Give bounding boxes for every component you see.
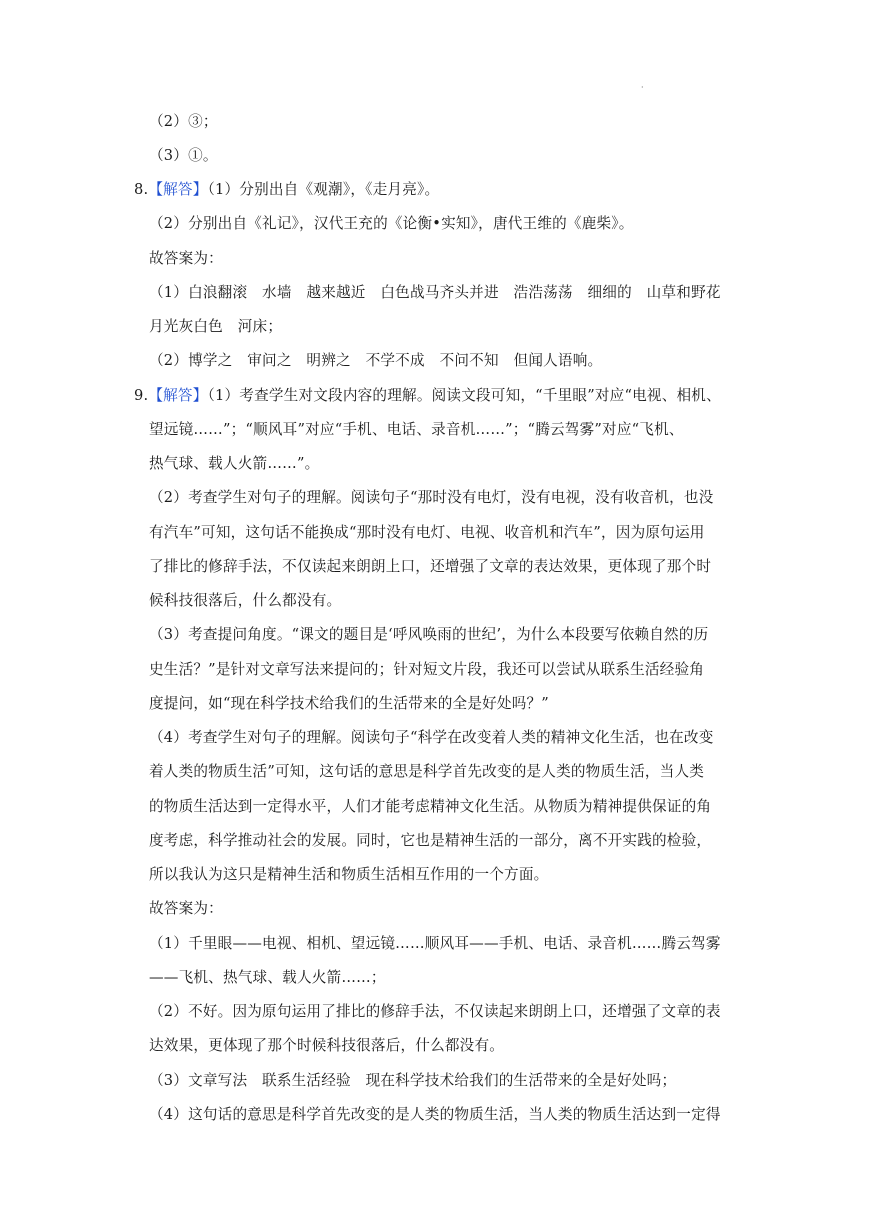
text-line: 热气球、载人火箭……”。 bbox=[149, 455, 320, 472]
answer-tag: 【解答】 bbox=[148, 181, 208, 198]
text-line: （1）千里眼——电视、相机、望远镜……顺风耳——手机、电话、录音机……腾云驾雾 bbox=[149, 935, 721, 952]
text-line: （2）不好。因为原句运用了排比的修辞手法，不仅读起来朗朗上口，还增强了文章的表 bbox=[149, 1003, 721, 1020]
text-line: （4）考查学生对句子的理解。阅读句子“科学在改变着人类的精神文化生活，也在改变 bbox=[149, 729, 714, 746]
answer-tag: 【解答】 bbox=[148, 387, 208, 404]
text-line: 了排比的修辞手法，不仅读起来朗朗上口，还增强了文章的表达效果，更体现了那个时 bbox=[149, 558, 712, 575]
text-line: （3）考查提问角度。“课文的题目是‘呼风唤雨的世纪’，为什么本段要写依赖自然的历 bbox=[149, 626, 709, 643]
text-line: （2）③； bbox=[149, 113, 218, 130]
text-line: （2）考查学生对句子的理解。阅读句子“那时没有电灯，没有电视，没有收音机，也没 bbox=[149, 489, 714, 506]
text-line: （4）这句话的意思是科学首先改变的是人类的物质生活，当人类的物质生活达到一定得 bbox=[149, 1106, 721, 1123]
text-line: （3）①。 bbox=[149, 147, 218, 164]
text-line: ——飞机、热气球、载人火箭……； bbox=[149, 969, 386, 986]
text-line: 的物质生活达到一定得水平，人们才能考虑精神文化生活。从物质为精神提供保证的角 bbox=[149, 798, 712, 815]
text-line: 史生活？”是针对文章写法来提问的；针对短文片段，我还可以尝试从联系生活经验角 bbox=[149, 661, 705, 678]
text-line: （1）白浪翻滚 水墙 越来越近 白色战马齐头并进 浩浩荡荡 细细的 山草和野花 bbox=[149, 284, 721, 301]
text-line: 故答案为： bbox=[149, 900, 223, 917]
page-marker: · bbox=[641, 83, 644, 92]
question-9-heading bbox=[134, 387, 721, 405]
text-line: 故答案为： bbox=[149, 250, 223, 267]
text-line: 候科技很落后，什么都没有。 bbox=[149, 592, 342, 609]
question-number: 9. bbox=[134, 387, 149, 404]
text-line: 所以我认为这只是精神生活和物质生活相互作用的一个方面。 bbox=[149, 866, 549, 883]
question-8-heading bbox=[134, 181, 439, 199]
text-line: 着人类的物质生活”可知，这句话的意思是科学首先改变的是人类的物质生活，当人类 bbox=[149, 763, 705, 780]
question-number: 8. bbox=[134, 181, 149, 198]
text-line: 达效果，更体现了那个时候科技很落后，什么都没有。 bbox=[149, 1037, 505, 1054]
text-line: 月光灰白色 河床； bbox=[149, 318, 283, 335]
text-line: （3）文章写法 联系生活经验 现在科学技术给我们的生活带来的全是好处吗； bbox=[149, 1072, 677, 1089]
text-line: （2）博学之 审问之 明辨之 不学不成 不问不知 但闻人语响。 bbox=[149, 352, 603, 369]
text-line: 有汽车”可知，这句话不能换成“那时没有电灯、电视、收音机和汽车”，因为原句运用 bbox=[149, 524, 705, 541]
text-line: （2）分别出自《礼记》，汉代王充的《论衡•实知》，唐代王维的《鹿柴》。 bbox=[149, 215, 634, 232]
text-line: 度考虑，科学推动社会的发展。同时，它也是精神生活的一部分，离不开实践的检验， bbox=[149, 832, 712, 849]
answer-text: （1）分别出自《观潮》，《走月亮》。 bbox=[207, 181, 440, 198]
text-line: 度提问，如“现在科学技术给我们的生活带来的全是好处吗？” bbox=[149, 695, 549, 712]
text-line: 望远镜……”；“顺风耳”对应“手机、电话、录音机……”；“腾云驾雾”对应“飞机、 bbox=[149, 421, 684, 438]
answer-text: （1）考查学生对文段内容的理解。阅读文段可知，“千里眼”对应“电视、相机、 bbox=[207, 387, 721, 404]
